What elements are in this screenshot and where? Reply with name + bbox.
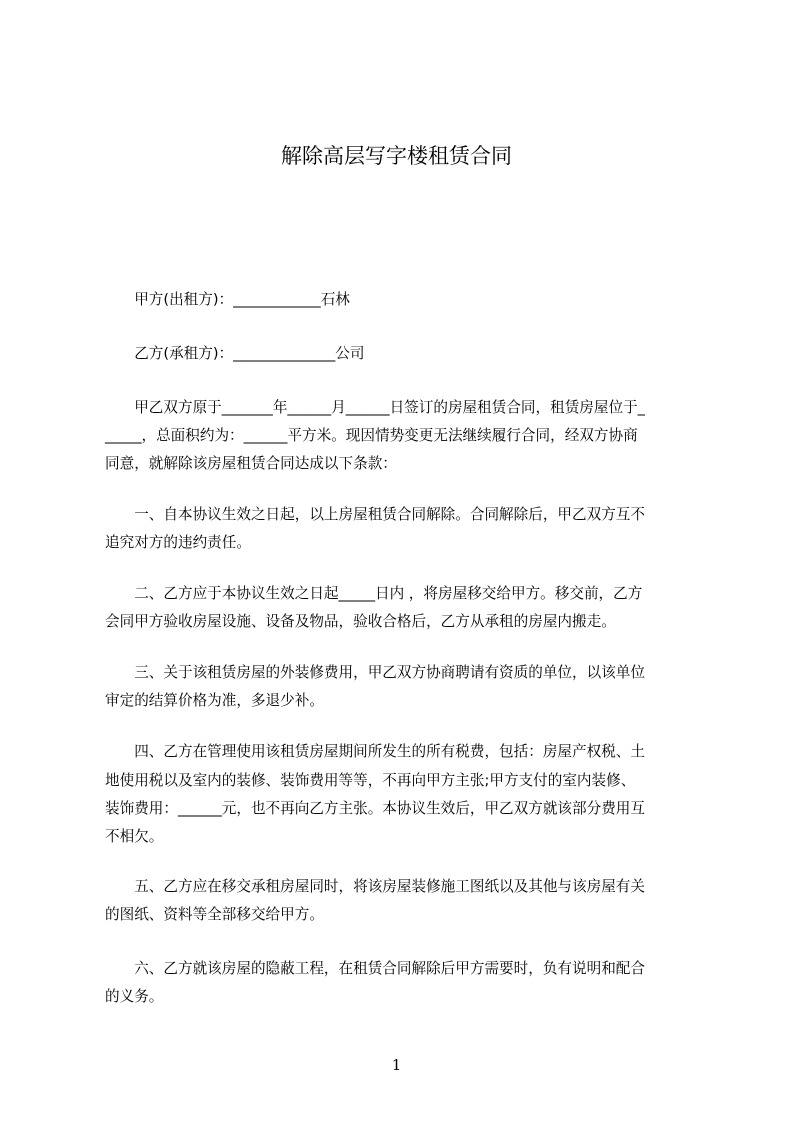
clause-6-line-1: 六、乙方就该房屋的隐蔽工程，在租赁合同解除后甲方需要时，负有说明和配合 <box>105 960 645 977</box>
clause-6-line-2: 的义务。 <box>105 988 164 1005</box>
document-title: 解除高层写字楼租赁合同 <box>281 144 512 168</box>
intro-line-2: _____，总面积约为：______平方米。现因情势变更无法继续履行合同，经双方协商 <box>105 427 638 444</box>
clause-4-line-4: 不相欠。 <box>105 828 164 845</box>
clause-4-line-1: 四、乙方在管理使用该租赁房屋期间所发生的所有税费，包括：房屋产权税、土 <box>105 743 645 760</box>
clause-1-line-2: 追究对方的违约责任。 <box>105 534 251 551</box>
party-b-line: 乙方(承租方)：______________公司 <box>105 345 365 362</box>
clause-3-line-2: 审定的结算价格为准，多退少补。 <box>105 692 324 709</box>
clause-5-line-2: 的图纸、资料等全部移交给甲方。 <box>105 906 324 923</box>
clause-4-line-3: 装饰费用：______元，也不再向乙方主张。本协议生效后，甲乙双方就该部分费用互 <box>105 800 645 817</box>
intro-line-1: 甲乙双方原于_______年______月______日签订的房屋租赁合同，租赁房屋位于_ <box>105 399 645 416</box>
clause-1-line-1: 一、自本协议生效之日起，以上房屋租赁合同解除。合同解除后，甲乙双方互不 <box>105 506 645 523</box>
clause-5-line-1: 五、乙方应在移交承租房屋同时，将该房屋装修施工图纸以及其他与该房屋有关 <box>105 878 645 895</box>
page-number: 1 <box>391 1056 402 1074</box>
clause-2-line-2: 会同甲方验收房屋设施、设备及物品，验收合格后，乙方从承租的房屋内搬走。 <box>105 613 616 630</box>
intro-line-3: 同意，就解除该房屋租赁合同达成以下条款： <box>105 455 397 472</box>
clause-4-line-2: 地使用税以及室内的装修、装饰费用等等，不再向甲方主张;甲方支付的室内装修、 <box>105 772 636 789</box>
clause-2-line-1: 二、乙方应于本协议生效之日起_____日内 ，将房屋移交给甲方。移交前，乙方 <box>105 585 643 602</box>
party-a-line: 甲方(出租方)：____________石林 <box>105 291 350 308</box>
clause-3-line-1: 三、关于该租赁房屋的外装修费用，甲乙双方协商聘请有资质的单位，以该单位 <box>105 664 645 681</box>
